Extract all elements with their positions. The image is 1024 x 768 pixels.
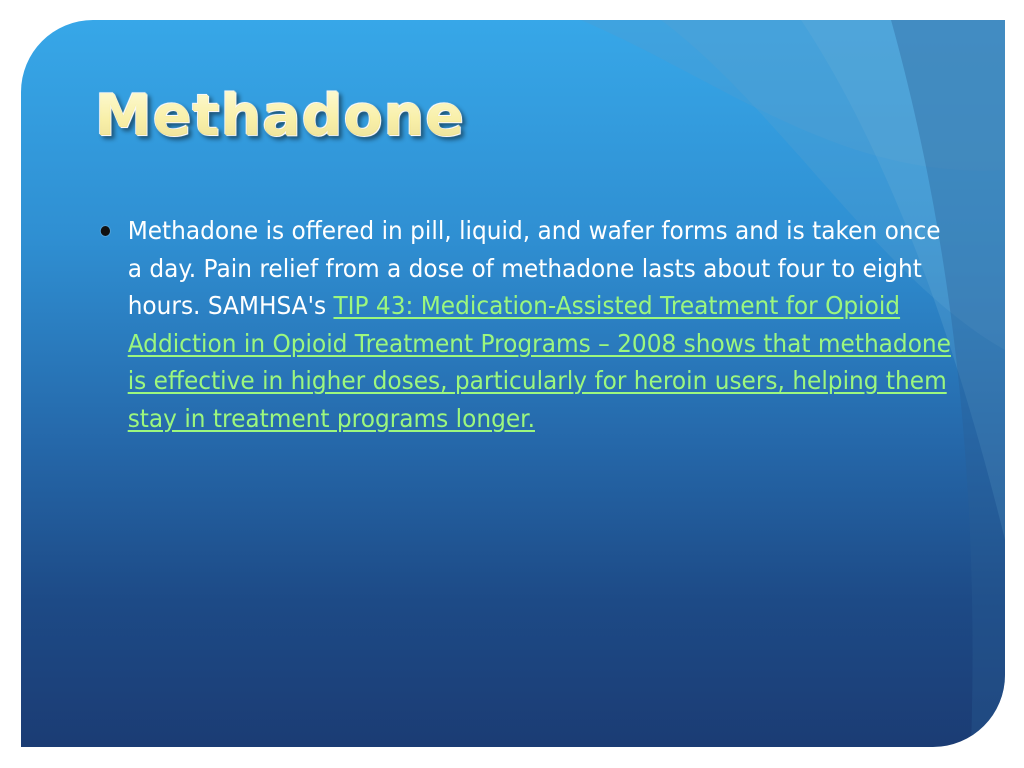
- bullet-list: [97, 212, 951, 437]
- slide: [21, 20, 1005, 747]
- slide-title: Methadone: [95, 83, 465, 149]
- bullet-dot-icon: [101, 226, 110, 236]
- bullet-text: Methadone is offered in pill, liquid, and wafer forms and is taken once a day. Pain relief from a dose of methadone lasts about four to eight hours. SAMHSA's: [127, 216, 941, 320]
- bullet-item: [97, 212, 955, 437]
- tip-43-link[interactable]: TIP 43: Medication-Assisted Treatment for Opioid Addiction in Opioid Treatment Programs – 2008 shows that methadone is effective in higher doses, particularly for heroin users, helping them stay in treatment programs longer.: [127, 291, 951, 433]
